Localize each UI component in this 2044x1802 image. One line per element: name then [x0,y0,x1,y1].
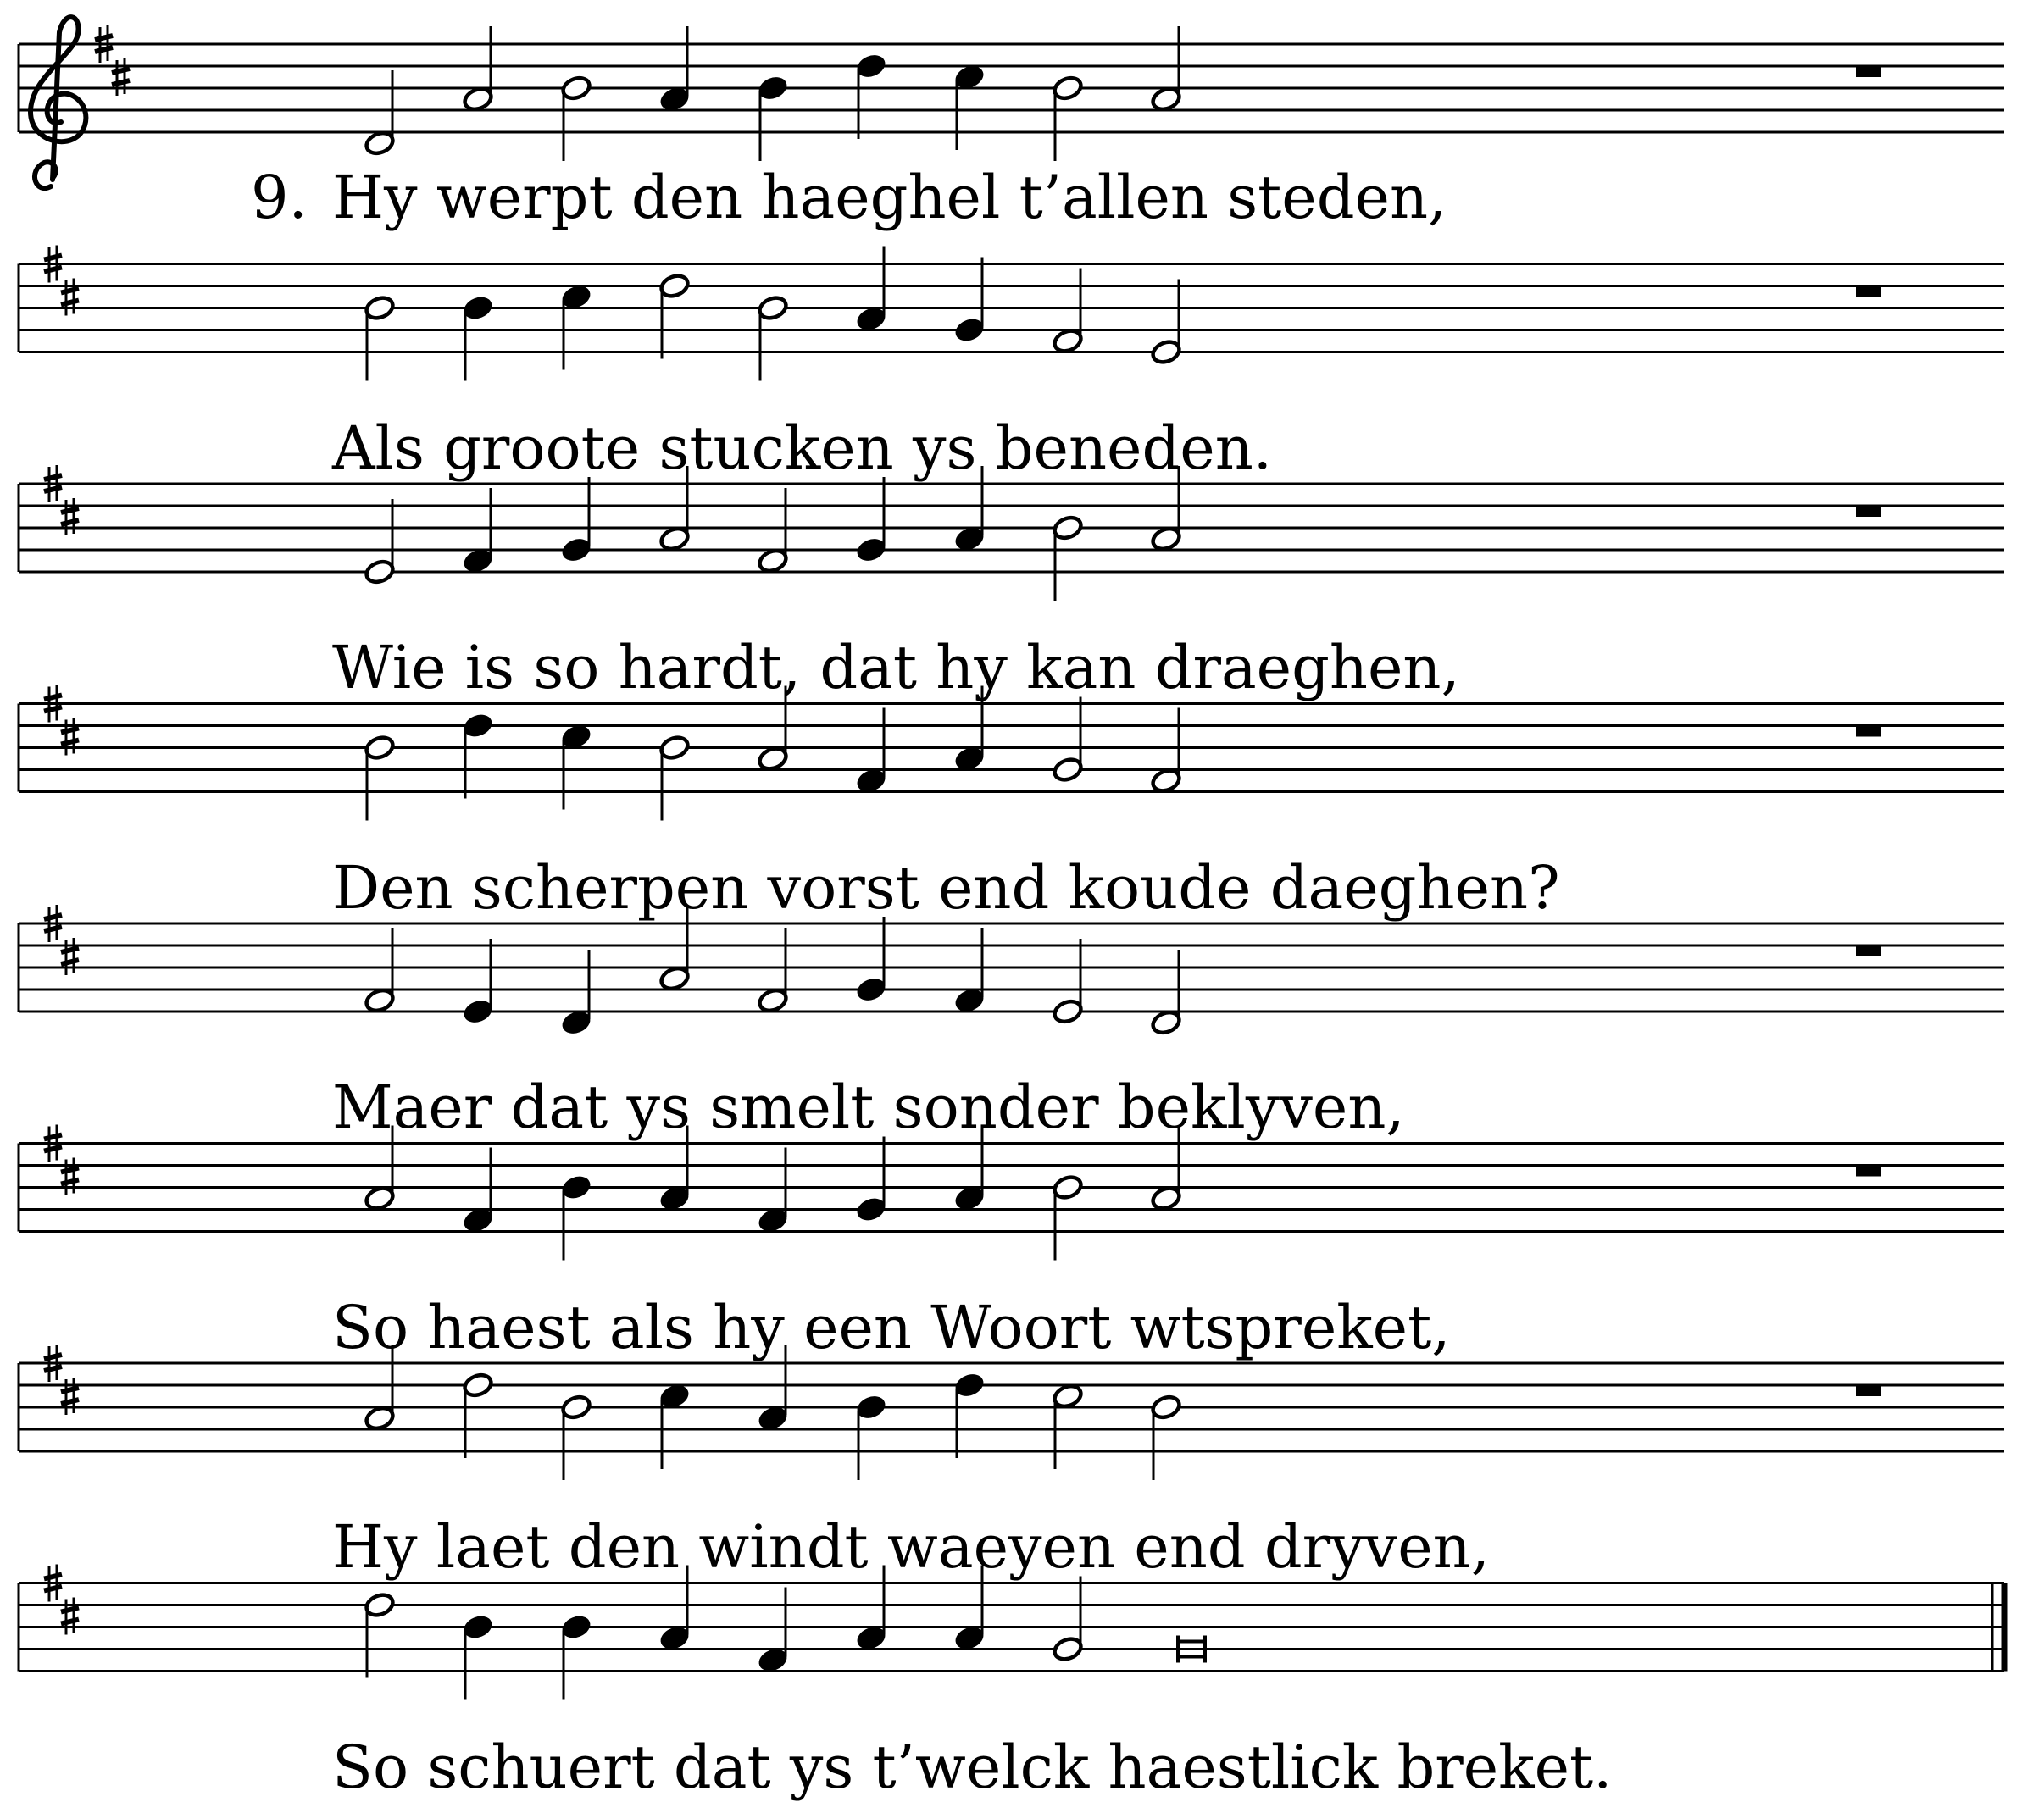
sharp-sign [61,279,79,316]
quarter-note [757,1148,789,1234]
half-note [1052,939,1084,1025]
quarter-note [855,53,887,139]
half-rest [1856,726,1881,737]
half-rest [1856,945,1881,956]
half-note [364,499,396,585]
sharp-sign [61,718,79,756]
staff-system [19,685,2004,821]
staff-system [19,1125,2004,1261]
quarter-note [953,1372,986,1458]
half-note [364,1591,396,1677]
quarter-note [855,708,887,795]
quarter-note [462,488,494,574]
quarter-note [560,723,592,809]
quarter-note [855,1394,887,1480]
staff-system [19,465,2004,601]
quarter-note [560,477,592,563]
staff-system [19,246,2004,381]
quarter-note [462,294,494,380]
half-rest [1856,66,1881,77]
sharp-sign [112,58,130,96]
quarter-note [855,247,887,333]
half-note [1150,708,1182,795]
lyric-line: Hy werpt den haeghel t’allen steden, [332,163,1447,232]
quarter-note [560,1173,592,1260]
sharp-sign [61,1598,79,1635]
half-note [462,26,494,113]
half-rest [1856,506,1881,517]
sharp-sign [61,938,79,975]
quarter-note [462,1148,494,1234]
half-note [658,734,691,820]
half-note [757,928,789,1014]
half-note [1052,269,1084,355]
half-note [1150,950,1182,1036]
quarter-note [757,75,789,161]
quarter-note [560,1613,592,1699]
quarter-note [658,1383,691,1469]
quarter-note [757,1588,789,1674]
quarter-note [855,917,887,1003]
half-note [1052,697,1084,784]
lyric-line: Wie is so hardt, dat hy kan draeghen, [332,633,1460,702]
quarter-note [462,712,494,798]
half-note [364,70,396,157]
sharp-sign [61,1378,79,1415]
quarter-note [953,928,986,1014]
half-note [364,928,396,1014]
half-note [1052,1173,1084,1260]
lyric-line: So haest als hy een Woort wtspreket, [332,1292,1451,1362]
half-rest [1856,1166,1881,1177]
half-note [757,488,789,574]
lyric-line: Als groote stucken ys beneden. [332,413,1273,483]
lyric-line: So schuert dat ys t’welck haestlick breket. [332,1732,1613,1802]
half-note [757,294,789,380]
quarter-note [855,477,887,563]
half-note [1150,1394,1182,1480]
half-note [1052,514,1084,601]
half-note [1150,280,1182,366]
treble-clef [31,17,86,188]
half-note [1052,1383,1084,1469]
half-note [560,1394,592,1480]
staff-system [19,1345,2004,1480]
quarter-note [658,26,691,113]
quarter-note [462,1613,494,1699]
half-note [1150,26,1182,113]
quarter-note [560,283,592,369]
half-note [658,272,691,358]
half-note [560,75,592,161]
sharp-sign [61,498,79,535]
half-note [364,734,396,820]
half-note [1052,1577,1084,1663]
half-note [364,294,396,380]
half-rest [1856,286,1881,297]
sharp-sign [61,1158,79,1195]
staff-system [19,1565,2004,1700]
quarter-note [462,939,494,1025]
quarter-note [560,950,592,1036]
staff-system [19,905,2004,1036]
half-rest [1856,1385,1881,1396]
quarter-note [855,1137,887,1223]
lyric-line: Hy laet den windt waeyen end dryven, [332,1512,1490,1582]
quarter-note [953,64,986,150]
lyric-line: Maer dat ys smelt sonder beklyven, [332,1073,1405,1142]
half-note [1052,75,1084,161]
lyric-line: Den scherpen vorst end koude daeghen? [332,852,1560,923]
verse-number: 9. [251,163,308,232]
quarter-note [953,258,986,344]
half-note [462,1372,494,1458]
